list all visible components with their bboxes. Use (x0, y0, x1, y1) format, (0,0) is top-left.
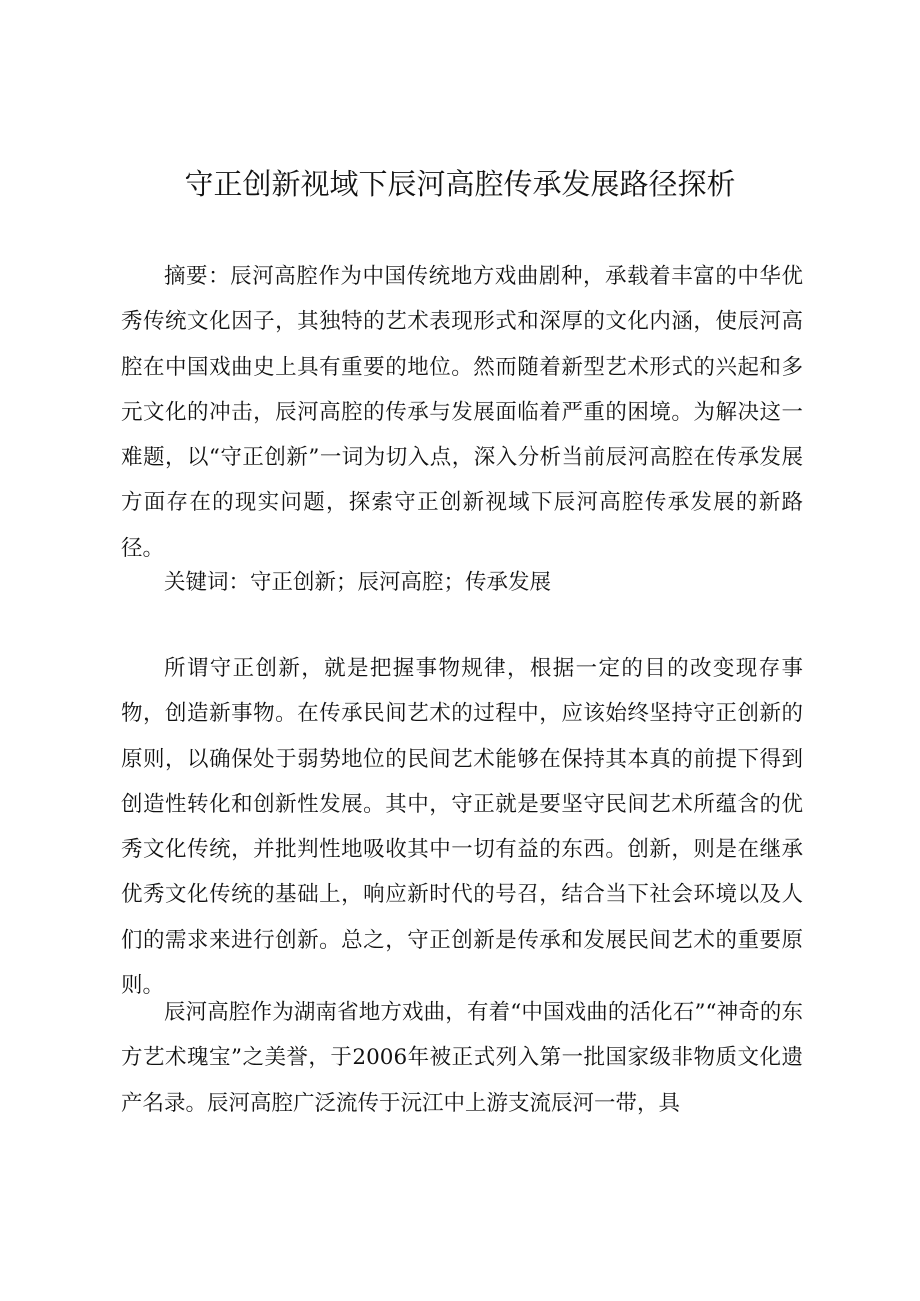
keywords-line: 关键词：守正创新；辰河高腔；传承发展 (164, 570, 552, 595)
document-title: 守正创新视域下辰河高腔传承发展路径探析 (184, 167, 736, 201)
abstract-paragraph: 摘要：辰河高腔作为中国传统地方戏曲剧种，承载着丰富的中华优秀传统文化因子，其独特的艺术表现形式和深厚的文化内涵，使辰河高腔在中国戏曲史上具有重要的地位。然而随着新型艺术形式的兴起和多元文化的冲击，辰河高腔的传承与发展面临着严重的困境。为解决这一难题，以“守正创新”一词为切入点，深入分析当前辰河高腔在传承发展方面存在的现实问题，探索守正创新视域下辰河高腔传承发展的新路径。 (121, 264, 803, 561)
body-paragraph-2: 辰河高腔作为湖南省地方戏曲，有着“中国戏曲的活化石”“神奇的东方艺术瑰宝”之美誉，于2006年被正式列入第一批国家级非物质文化遗产名录。辰河高腔广泛流传于沅江中上游支流辰河一带，具 (121, 1000, 803, 1116)
body-paragraph-1: 所谓守正创新，就是把握事物规律，根据一定的目的改变现存事物，创造新事物。在传承民间艺术的过程中，应该始终坚持守正创新的原则，以确保处于弱势地位的民间艺术能够在保持其本真的前提下得到创造性转化和创新性发展。其中，守正就是要坚守民间艺术所蕴含的优秀文化传统，并批判性地吸收其中一切有益的东西。创新，则是在继承优秀文化传统的基础上，响应新时代的号召，结合当下社会环境以及人们的需求来进行创新。总之，守正创新是传承和发展民间艺术的重要原则。 (121, 656, 803, 999)
